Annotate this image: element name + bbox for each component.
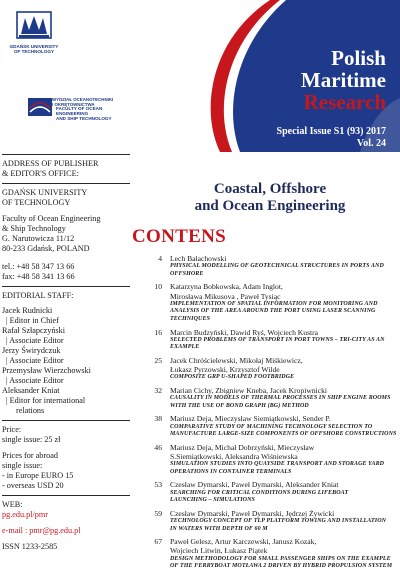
toc-title: CAUSALITY IN MODELS OF THERMAL PROCESSES IN SHIP ENGINE ROOMS <box>170 395 391 402</box>
toc-title: OPERATIONS IN CONTAINER TERMINALS <box>170 468 292 475</box>
faculty-caption-line: AND SHIP TECHNOLOGY <box>56 116 112 122</box>
staff-line: relations <box>16 406 45 415</box>
toc-page-number: 38 <box>154 414 162 424</box>
toc-entry[interactable] <box>132 328 398 352</box>
toc-entry-body <box>170 254 398 278</box>
toc-authors: Mariusz Deja, Mieczysław Siemiątkowski, Sender P. <box>170 414 331 424</box>
faculty-title-line: I OKRĘTOWNICTWA <box>52 101 95 107</box>
faculty-caption-line: ENGINEERING <box>56 111 89 117</box>
toc-title: WITH THE USE OF BOND GRAPH (BG) METHOD <box>170 402 309 409</box>
toc-page-number: 10 <box>154 282 162 292</box>
staff-line: | Associate Editor <box>6 336 64 345</box>
toc-entry-body <box>170 386 398 410</box>
journal-title-line-2: Maritime <box>300 68 386 92</box>
email-link[interactable]: e-mail : pmr@pg.edu.pl <box>2 526 81 535</box>
toc-authors: S.Siemiątkowski, Aleksandra Wiśniewska <box>170 451 298 461</box>
toc-entry[interactable] <box>132 356 398 382</box>
toc-page-number: 32 <box>154 385 162 395</box>
toc-title: SELECTED PROBLEMS OF TRANSPORT IN PORT TOWNS – TRI-CITY AS AN <box>170 336 385 343</box>
toc-entry-body <box>170 328 398 352</box>
staff-line: | Editor for international <box>6 396 86 405</box>
toc-title: TECHNIQUES <box>170 315 211 322</box>
toc-entry-body <box>170 356 398 382</box>
toc-page-number: 4 <box>158 254 162 263</box>
toc-entry[interactable] <box>132 414 398 438</box>
staff-line: Jerzy Świrydczuk <box>2 346 61 355</box>
text-line: - overseas USD 20 <box>2 481 64 490</box>
text-line: Faculty of Ocean Engineering <box>2 214 101 223</box>
toc-authors: Mariusz Deja, Michał Dobrzyński, Mieczysław <box>170 442 315 452</box>
issue-label: Special Issue S1 (93) 2017 <box>276 126 386 137</box>
text-line: OF TECHNOLOGY <box>2 198 71 207</box>
toc-page-number: 16 <box>154 327 162 337</box>
page-header <box>0 0 400 152</box>
toc-entry[interactable] <box>132 254 398 278</box>
phone-fax-block <box>2 258 130 286</box>
faculty-title-line: WYDZIAŁ OCEANOTECHNIKI <box>52 97 114 102</box>
staff-line: Aleksander Kniat <box>2 386 60 395</box>
web-label: WEB: <box>2 500 23 509</box>
staff-line: | Editor in Chief <box>6 316 59 325</box>
staff-line: | Associate Editor <box>6 356 64 365</box>
journal-title-line-3: Research <box>303 90 386 114</box>
toc-entry[interactable] <box>132 443 398 477</box>
toc-title: TECHNOLOGY CONCEPT OF TLP PLATFORM TOWING AND INSTALLATION <box>170 517 387 524</box>
toc-entry[interactable] <box>132 480 398 504</box>
toc-title: ANALYSIS OF THE AREA AROUND THE PORT USING LASER SCANNING <box>170 308 376 315</box>
toc-page-number: 59 <box>154 508 162 518</box>
toc-entry-body <box>170 443 398 477</box>
toc-authors: Jacek Chróścielewski, Mikołaj Miśkiewicz, <box>170 355 303 365</box>
issn-text: ISSN 1233-2585 <box>2 542 58 551</box>
left-sidebar <box>2 154 130 556</box>
toc-page-number: 25 <box>154 355 162 365</box>
text-line: GDAŃSK UNIVERSITY <box>2 188 88 197</box>
staff-line: Jacek Rudnicki <box>2 306 53 315</box>
journal-title-line-1: Polish <box>331 46 386 70</box>
toc-title: COMPOSITE GRP U-SHAPED FOOTBRIDGE <box>170 374 295 381</box>
toc-authors: Łukasz Pyrzowski, Krzysztof Wilde <box>170 365 280 375</box>
text-line: & EDITOR'S OFFICE: <box>2 169 79 178</box>
toc-page-number: 53 <box>154 480 162 490</box>
toc-page-number: 67 <box>154 537 162 547</box>
text-line: ADDRESS OF PUBLISHER <box>2 159 99 168</box>
toc-title: OF THE FERRYBOAT MOTŁAWA 2 DRIVEN BY HYBRID PROPULSION SYSTEM <box>170 563 393 570</box>
toc-authors: Katarzyna Bobkowska, Adam Inglot, <box>170 282 283 292</box>
toc-authors: Marian Cichy, Zbigniew Kneba, Jacek Kropiwnicki <box>170 385 328 395</box>
toc-authors: Lech Bałachowski <box>170 254 227 263</box>
toc-title: IMPLEMENTATION OF SPATIAL INFORMATION FOR MONITORING AND <box>170 300 378 307</box>
editorial-staff-heading: EDITORIAL STAFF: <box>2 291 74 300</box>
text-line: G. Narutowicza 11/12 <box>2 234 75 243</box>
theme-title-line: and Ocean Engineering <box>194 198 346 214</box>
text-line: Prices for abroad <box>2 451 58 460</box>
text-line: single issue: <box>2 461 43 470</box>
editorial-staff-block <box>2 287 130 420</box>
table-of-contents <box>132 254 398 571</box>
theme-title-line: Coastal, Offshore <box>213 181 327 197</box>
gut-caption-line: OF TECHNOLOGY <box>13 49 55 55</box>
toc-entry-body <box>170 414 398 438</box>
abroad-price-block <box>2 449 130 495</box>
faculty-logo-caption <box>56 106 136 122</box>
toc-entry-body <box>170 509 398 533</box>
toc-authors: Wojciech Litwin, Łukasz Piątek <box>170 546 268 556</box>
toc-authors: Paweł Gelesz, Artur Karczewski, Janusz Kozak, <box>170 537 317 547</box>
gut-caption-line: GDAŃSK UNIVERSITY <box>9 44 59 49</box>
phone-text: tel.: +48 58 347 13 66 <box>2 262 75 271</box>
faculty-address-block <box>2 212 130 258</box>
toc-title: DESIGN METHODOLOGY FOR SMALL PASSENGER SHIPS ON THE EXAMPLE <box>170 555 391 562</box>
toc-entry[interactable] <box>132 509 398 533</box>
price-block <box>2 421 130 449</box>
toc-title: IN WATERS WITH DEPTH OF 60 M <box>170 525 268 532</box>
staff-line: | Associate Editor <box>6 376 64 385</box>
toc-entry[interactable] <box>132 282 398 323</box>
fax-text: fax: +48 58 341 13 66 <box>2 272 75 281</box>
staff-line: Przemysław Wierzchowski <box>2 366 91 375</box>
toc-title: SEARCHING FOR CRITICAL CONDITIONS DURING LIFEBOAT <box>170 489 349 496</box>
publisher-address-heading <box>2 155 130 183</box>
staff-line: Rafał Szłapczyński <box>2 326 65 335</box>
toc-entry[interactable] <box>132 386 398 410</box>
toc-entry-body <box>170 480 398 504</box>
toc-entry-body <box>170 282 398 323</box>
toc-authors: Czesław Dymarski, Paweł Dymarski, Aleksander Kniat <box>170 480 339 490</box>
text-line: & Ship Technology <box>2 224 66 233</box>
university-block <box>2 184 130 212</box>
toc-title: SIMULATION STUDIES INTO QUAYSIDE TRANSPORT AND STORAGE YARD <box>170 461 385 468</box>
text-line: Price: <box>2 425 22 434</box>
web-link[interactable]: pg.edu.pl/pmr <box>2 510 48 519</box>
toc-title: EXAMPLE <box>170 344 200 351</box>
gut-logo <box>6 10 62 54</box>
toc-authors: Czesław Dymarski, Paweł Dymarski, Jędrzej Żywicki <box>170 508 335 518</box>
text-line: 80-233 Gdańsk, POLAND <box>2 244 90 253</box>
toc-title: OFFSHORE <box>170 270 204 277</box>
faculty-caption-line: FACULTY OF OCEAN <box>56 106 103 111</box>
gut-emblem-icon <box>15 10 53 42</box>
toc-title: COMPARATIVE STUDY OF MACHINING TECHNOLOGY SELECTION TO <box>170 423 373 430</box>
toc-title: LAUNCHING – SIMULATIONS <box>170 497 255 504</box>
toc-title: MANUFACTURE LARGE-SIZE COMPONENTS OF OFFSHORE CONSTRUCTIONS <box>170 431 397 438</box>
journal-cover-graphic <box>180 0 400 152</box>
volume-label: Vol. 24 <box>356 138 386 149</box>
toc-authors: Mirosława Mikusova , Paweł Tysiąc <box>170 291 281 301</box>
faculty-emblem-icon <box>28 98 52 116</box>
toc-title: PHYSICAL MODELLING OF GEOTECHNICAL STRUCTURES IN PORTS AND <box>170 263 384 270</box>
gut-logo-caption <box>6 44 62 54</box>
toc-page-number: 46 <box>154 442 162 452</box>
toc-authors: Marcin Budzyński, Dawid Ryś, Wojciech Kustra <box>170 327 319 337</box>
text-line: single issue: 25 zł <box>2 435 61 444</box>
web-block <box>2 496 130 556</box>
issue-theme-title <box>140 181 400 215</box>
text-line: - in Europe EURO 15 <box>2 471 74 480</box>
contents-heading: CONTENS <box>132 226 226 247</box>
